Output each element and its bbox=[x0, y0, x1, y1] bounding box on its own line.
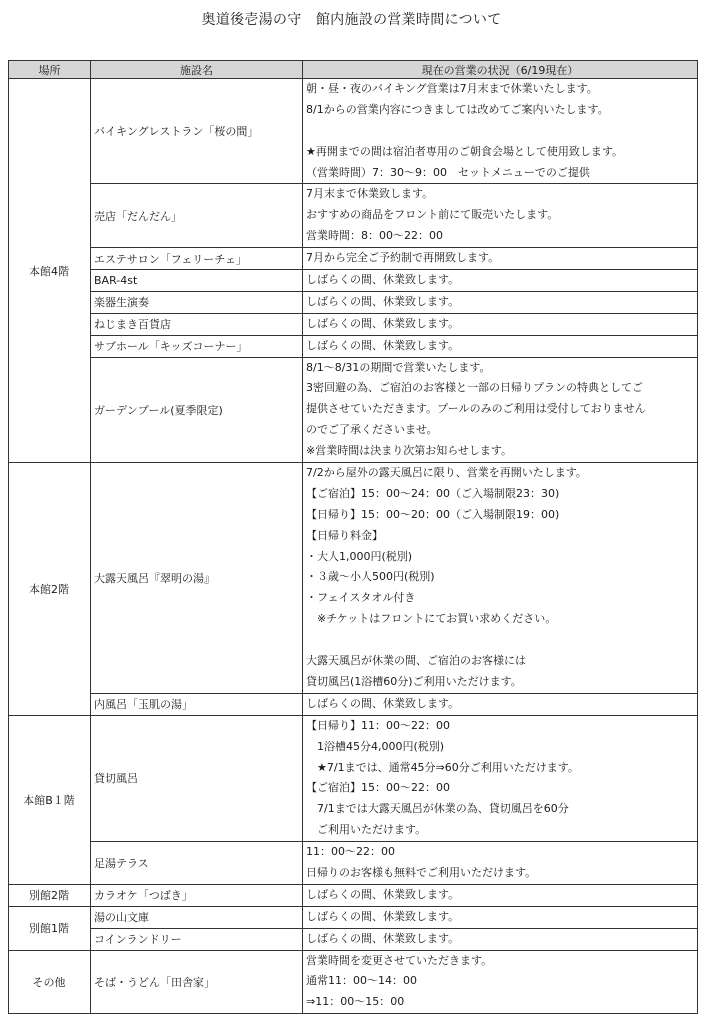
status-line: 7月末まで休業致します。 bbox=[306, 187, 434, 201]
status-cell bbox=[303, 842, 698, 885]
facility-name-cell: バイキングレストラン「桜の間」 bbox=[91, 79, 303, 184]
table-row bbox=[9, 928, 698, 950]
facility-name-cell: 楽器生演奏 bbox=[91, 291, 303, 313]
location-cell: 本館2階 bbox=[9, 463, 91, 716]
facility-name-cell: そば・うどん「田舎家」 bbox=[91, 950, 303, 1014]
facility-name-cell: ねじまき百貨店 bbox=[91, 313, 303, 335]
table-row bbox=[9, 248, 698, 270]
header-facility: 施設名 bbox=[91, 61, 303, 79]
status-line: 大露天風呂が休業の間、ご宿泊のお客様には bbox=[306, 654, 526, 668]
table-row bbox=[9, 270, 698, 292]
status-line: 営業時間：8：00〜22：00 bbox=[306, 229, 443, 243]
facility-name-cell: カラオケ「つばき」 bbox=[91, 884, 303, 906]
table-row bbox=[9, 357, 698, 462]
status-cell bbox=[303, 884, 698, 906]
status-line: ★7/1までは、通常45分⇒60分ご利用いただけます。 bbox=[306, 760, 579, 774]
status-cell bbox=[303, 928, 698, 950]
status-cell bbox=[303, 291, 698, 313]
status-cell bbox=[303, 715, 698, 841]
location-cell: その他 bbox=[9, 950, 91, 1014]
status-line: ・フェイスタオル付き bbox=[306, 591, 416, 605]
table-row bbox=[9, 463, 698, 694]
status-line: 日帰りのお客様も無料でご利用いただけます。 bbox=[306, 865, 537, 879]
status-line: ※営業時間は決まり次第お知らせします。 bbox=[306, 444, 513, 458]
facility-name-cell: ガーデンプール(夏季限定) bbox=[91, 357, 303, 462]
table-row bbox=[9, 184, 698, 248]
status-line: 【ご宿泊】15：00〜24：00（ご入場制限23：30) bbox=[306, 486, 560, 500]
facility-name-cell: エステサロン「フェリーチェ」 bbox=[91, 248, 303, 270]
page-title: 奥道後壱湯の守 館内施設の営業時間について bbox=[201, 12, 502, 28]
status-cell bbox=[303, 357, 698, 462]
status-line: ご利用いただけます。 bbox=[306, 823, 427, 837]
status-line: 朝・昼・夜のバイキング営業は7月末まで休業いたします。 bbox=[306, 82, 598, 95]
status-line: 8/1〜8/31の期間で営業いたします。 bbox=[306, 360, 491, 374]
status-line: ⇒11：00〜15：00 bbox=[306, 995, 405, 1009]
status-line: しばらくの間、休業致します。 bbox=[306, 696, 460, 710]
location-cell: 本館B１階 bbox=[9, 715, 91, 884]
table-row bbox=[9, 842, 698, 885]
facility-name-cell: 貸切風呂 bbox=[91, 715, 303, 841]
status-line: 3密回避の為、ご宿泊のお客様と一部の日帰りプランの特典としてご bbox=[306, 381, 643, 395]
table-row bbox=[9, 79, 698, 184]
status-line: 提供させていただきます。プールのみのご利用は受付しておりません bbox=[306, 402, 646, 416]
status-line bbox=[306, 121, 693, 142]
status-line: ・３歳〜小人500円(税別) bbox=[306, 570, 435, 584]
status-line: 11：00〜22：00 bbox=[306, 845, 395, 859]
status-line: 7/2から屋外の露天風呂に限り、営業を再開いたします。 bbox=[306, 466, 587, 480]
status-line: 【日帰り料金】 bbox=[306, 528, 383, 542]
status-line: 7月から完全ご予約制で再開致します。 bbox=[306, 251, 500, 265]
facility-name-cell: 湯の山文庫 bbox=[91, 906, 303, 928]
status-line: おすすめの商品をフロント前にて販売いたします。 bbox=[306, 208, 559, 222]
status-cell bbox=[303, 335, 698, 357]
status-line: のでご了承くださいませ。 bbox=[306, 423, 438, 437]
status-cell bbox=[303, 463, 698, 694]
status-line: 貸切風呂(1浴槽60分)ご利用いただけます。 bbox=[306, 674, 522, 688]
status-line: しばらくの間、休業致します。 bbox=[306, 887, 460, 901]
status-cell bbox=[303, 184, 698, 248]
header-location: 場所 bbox=[9, 61, 91, 79]
status-line: しばらくの間、休業致します。 bbox=[306, 273, 460, 287]
status-line: （営業時間）7：30〜9：00 セットメニューでのご提供 bbox=[306, 165, 590, 179]
table-row bbox=[9, 313, 698, 335]
table-row bbox=[9, 715, 698, 841]
status-line: 1浴槽45分4,000円(税別) bbox=[306, 739, 445, 753]
location-cell: 別館1階 bbox=[9, 906, 91, 950]
table-row bbox=[9, 884, 698, 906]
facility-name-cell: コインランドリー bbox=[91, 928, 303, 950]
table-row bbox=[9, 291, 698, 313]
location-cell: 本館4階 bbox=[9, 79, 91, 463]
status-cell bbox=[303, 950, 698, 1014]
status-line: しばらくの間、休業致します。 bbox=[306, 931, 460, 945]
status-line: 【ご宿泊】15：00〜22：00 bbox=[306, 781, 450, 795]
facility-name-cell: 売店「だんだん」 bbox=[91, 184, 303, 248]
table-row bbox=[9, 906, 698, 928]
hours-table bbox=[8, 60, 698, 1014]
facility-name-cell: 大露天風呂『翠明の湯』 bbox=[91, 463, 303, 694]
table-row bbox=[9, 335, 698, 357]
status-line: 7/1までは大露天風呂が休業の為、貸切風呂を60分 bbox=[306, 802, 569, 816]
status-cell bbox=[303, 693, 698, 715]
status-cell bbox=[303, 906, 698, 928]
status-cell bbox=[303, 313, 698, 335]
status-line: 【日帰り】15：00〜20：00（ご入場制限19：00) bbox=[306, 507, 560, 521]
status-line: 【日帰り】11：00〜22：00 bbox=[306, 718, 450, 732]
status-cell bbox=[303, 248, 698, 270]
status-cell bbox=[303, 79, 698, 184]
facility-name-cell: サブホール「キッズコーナー」 bbox=[91, 335, 303, 357]
facility-name-cell: BAR-4st bbox=[91, 270, 303, 292]
status-line: ・大人1,000円(税別) bbox=[306, 549, 413, 563]
status-line: しばらくの間、休業致します。 bbox=[306, 294, 460, 308]
status-line: ※チケットはフロントにてお買い求めください。 bbox=[306, 612, 557, 626]
status-line bbox=[306, 630, 693, 651]
status-line: しばらくの間、休業致します。 bbox=[306, 316, 460, 330]
header-status: 現在の営業の状況（6/19現在） bbox=[303, 61, 698, 79]
header-row bbox=[9, 61, 698, 79]
hours-body bbox=[9, 79, 698, 1014]
status-line: 営業時間を変更させていただきます。 bbox=[306, 953, 493, 967]
location-cell: 別館2階 bbox=[9, 884, 91, 906]
table-row bbox=[9, 950, 698, 1014]
status-cell bbox=[303, 270, 698, 292]
status-line: ★再開までの間は宿泊者専用のご朝食会場として使用致します。 bbox=[306, 144, 623, 158]
facility-name-cell: 内風呂「玉肌の湯」 bbox=[91, 693, 303, 715]
table-row bbox=[9, 693, 698, 715]
status-line: しばらくの間、休業致します。 bbox=[306, 909, 460, 923]
status-line: しばらくの間、休業致します。 bbox=[306, 338, 460, 352]
facility-name-cell: 足湯テラス bbox=[91, 842, 303, 885]
status-line: 8/1からの営業内容につきましては改めてご案内いたします。 bbox=[306, 102, 609, 116]
status-line: 通常11：00〜14：00 bbox=[306, 974, 417, 988]
